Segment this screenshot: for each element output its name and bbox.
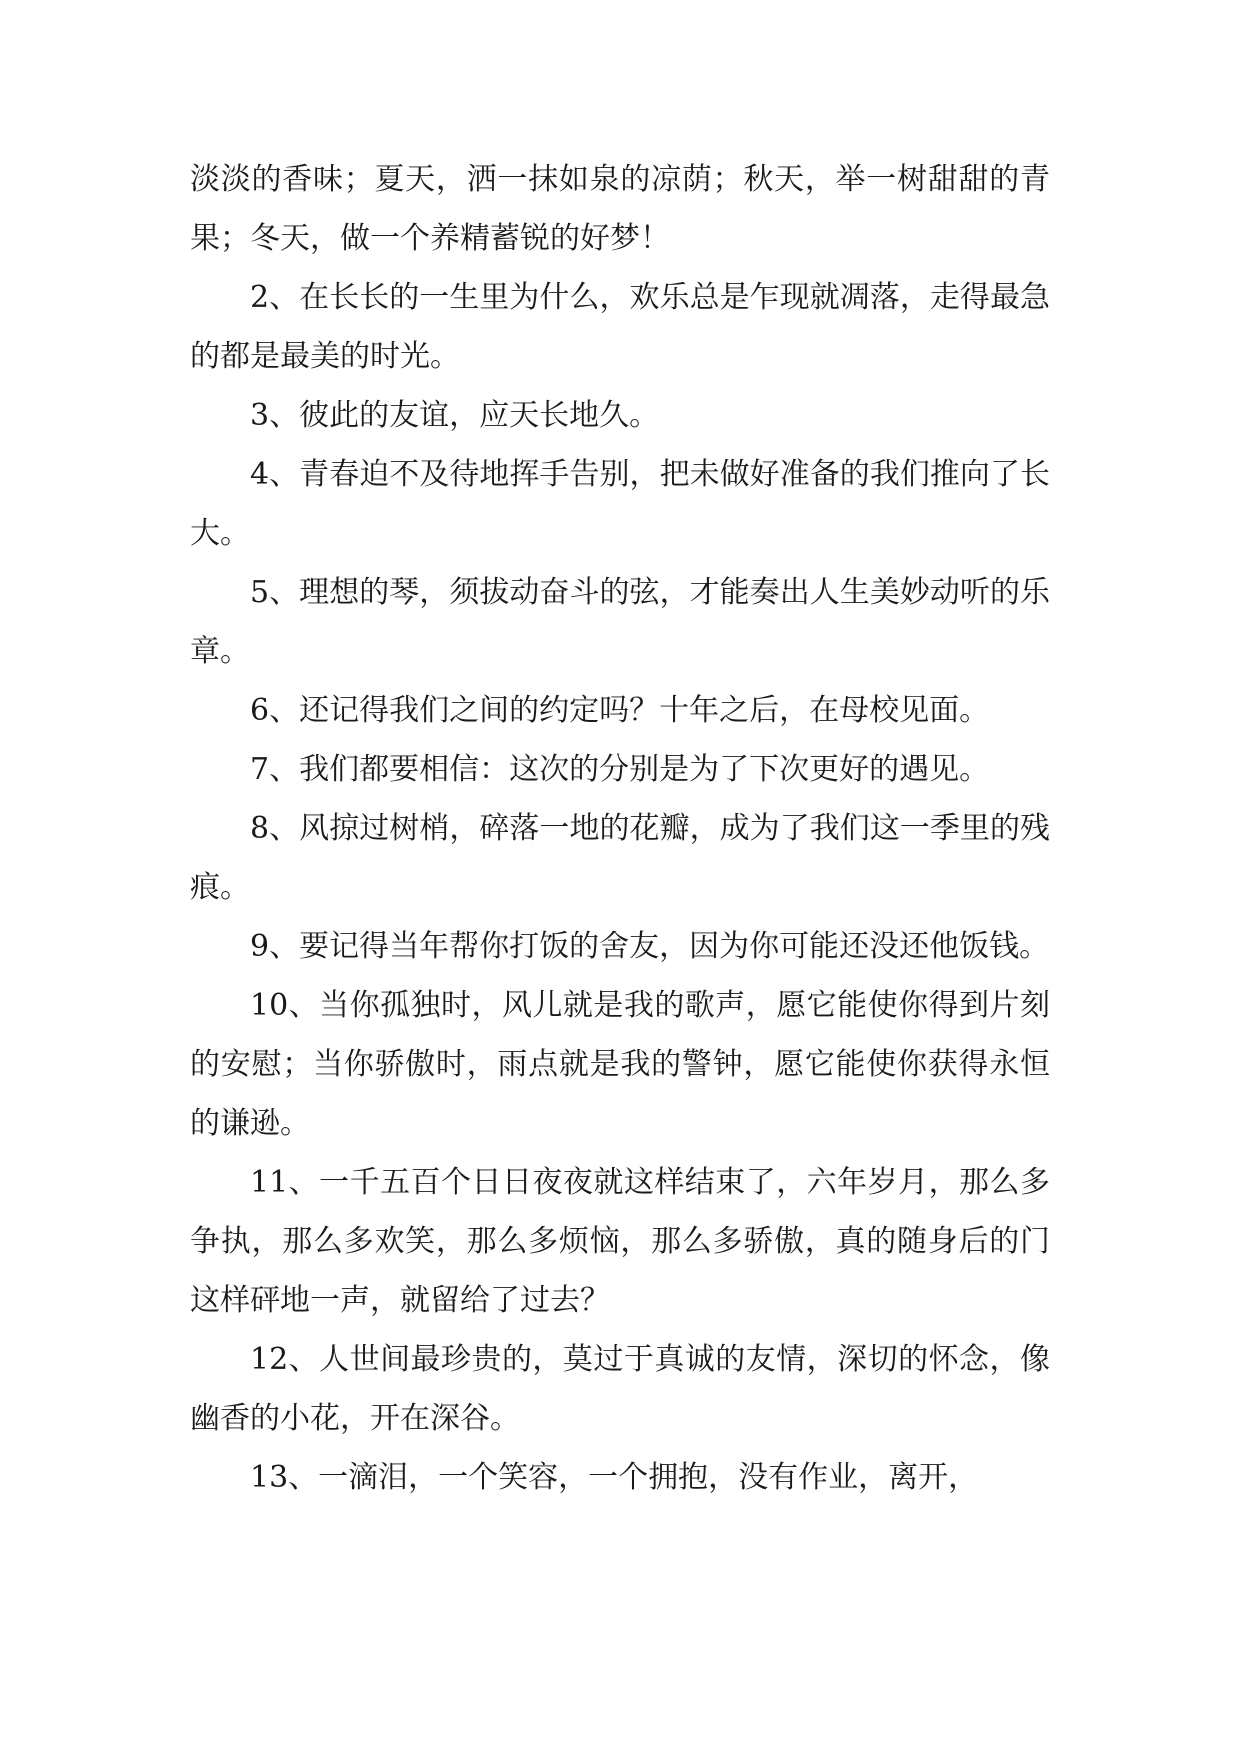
- paragraph-11: 11、一千五百个日日夜夜就这样结束了，六年岁月，那么多争执，那么多欢笑，那么多烦恼，那么多骄傲，真的随身后的门这样砰地一声，就留给了过去？: [190, 1165, 1050, 1318]
- paragraph-10: 10、当你孤独时，风儿就是我的歌声，愿它能使你得到片刻的安慰；当你骄傲时，雨点就是我的警钟，愿它能使你获得永恒的谦逊。: [190, 988, 1050, 1141]
- paragraph-7: 7、我们都要相信：这次的分别是为了下次更好的遇见。: [250, 752, 990, 787]
- paragraph-9: 9、要记得当年帮你打饭的舍友，因为你可能还没还他饭钱。: [250, 929, 1050, 964]
- paragraph-2: 2、在长长的一生里为什么，欢乐总是乍现就凋落，走得最急的都是最美的时光。: [190, 280, 1050, 374]
- paragraph-3: 3、彼此的友谊，应天长地久。: [250, 398, 660, 433]
- paragraph-8: 8、风掠过树梢，碎落一地的花瓣，成为了我们这一季里的残痕。: [190, 811, 1050, 905]
- paragraph-13: 13、一滴泪，一个笑容，一个拥抱，没有作业，离开，: [250, 1460, 979, 1495]
- paragraph-12: 12、人世间最珍贵的，莫过于真诚的友情，深切的怀念，像幽香的小花，开在深谷。: [190, 1342, 1050, 1436]
- paragraph-6: 6、还记得我们之间的约定吗？十年之后，在母校见面。: [250, 693, 990, 728]
- document-body: [190, 150, 1050, 1507]
- paragraph-continued: 淡淡的香味；夏天，洒一抹如泉的凉荫；秋天，举一树甜甜的青果；冬天，做一个养精蓄锐的好梦！: [190, 162, 1050, 256]
- paragraph-5: 5、理想的琴，须拔动奋斗的弦，才能奏出人生美妙动听的乐章。: [190, 575, 1050, 669]
- paragraph-4: 4、青春迫不及待地挥手告别，把未做好准备的我们推向了长大。: [190, 457, 1050, 551]
